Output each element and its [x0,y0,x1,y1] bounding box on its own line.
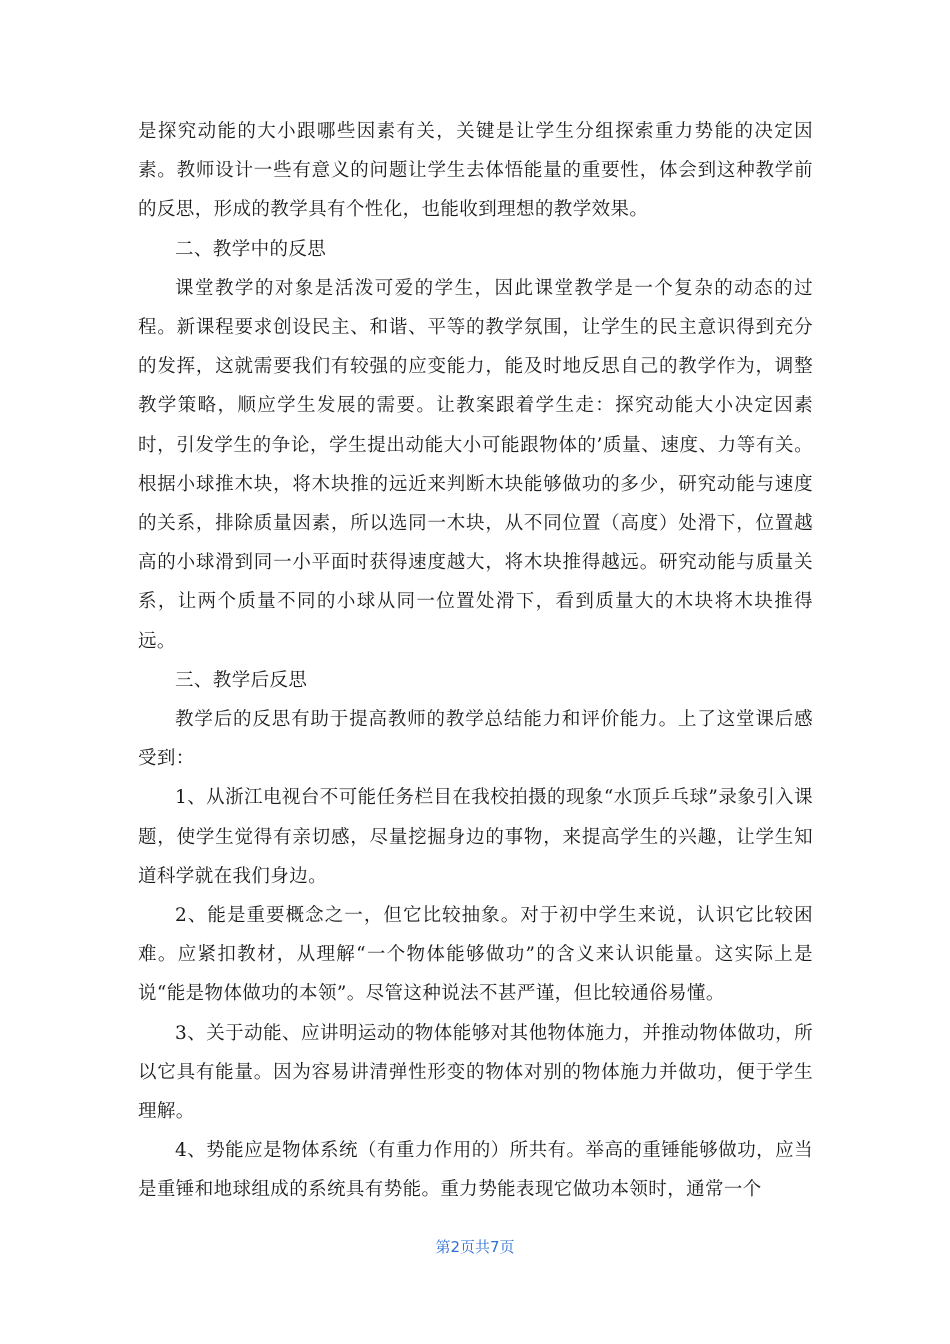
list-item-4: 4、势能应是物体系统（有重力作用的）所共有。举高的重锤能够做功，应当是重锤和地球组成的系统具有势能。重力势能表现它做功本领时，通常一个 [138,1140,813,1201]
list-item-1: 1、从浙江电视台不可能任务栏目在我校拍摄的现象“水顶乒乓球”录象引入课题，使学生觉得有亲切感，尽量挖掘身边的事物，来提高学生的兴趣，让学生知道科学就在我们身边。 [138,787,813,887]
section-heading-during-teaching: 二、教学中的反思 [175,238,327,260]
page-number-footer: 第2页共7页 [435,1238,515,1256]
list-item-3: 3、关于动能、应讲明运动的物体能够对其他物体施力，并推动物体做功，所以它具有能量。因为容易讲清弹性形变的物体对别的物体施力并做功，便于学生理解。 [138,1022,813,1123]
list-item-2: 2、能是重要概念之一，但它比较抽象。对于初中学生来说，认识它比较困难。应紧扣教材，从理解“一个物体能够做功”的含义来认识能量。这实际上是说“能是物体做功的本领”。尽管这种说法不甚严谨，但比较通俗易懂。 [138,905,813,1005]
document-body [138,112,813,1210]
paragraph-during-teaching: 课堂教学的对象是活泼可爱的学生，因此课堂教学是一个复杂的动态的过程。新课程要求创设民主、和谐、平等的教学氛围，让学生的民主意识得到充分的发挥，这就需要我们有较强的应变能力，能及时地反思自己的教学作为，调整教学策略，顺应学生发展的需要。让教案跟着学生走：探究动能大小决定因素时，引发学生的争论，学生提出动能大小可能跟物体的’质量、速度、力等有关。根据小球推木块，将木块推的远近来判断木块能够做功的多少，研究动能与速度的关系，排除质量因素，所以选同一木块，从不同位置（高度）处滑下，位置越高的小球滑到同一小平面时获得速度越大，将木块推得越远。研究动能与质量关系，让两个质量不同的小球从同一位置处滑下，看到质量大的木块将木块推得远。 [138,277,813,652]
section-heading-after-teaching: 三、教学后反思 [175,669,308,691]
paragraph-intro-continuation: 是探究动能的大小跟哪些因素有关，关键是让学生分组探索重力势能的决定因素。教师设计一些有意义的问题让学生去体悟能量的重要性，体会到这种教学前的反思，形成的教学具有个性化，也能收到理想的教学效果。 [138,121,813,221]
paragraph-after-teaching: 教学后的反思有助于提高教师的教学总结能力和评价能力。上了这堂课后感受到： [138,709,813,770]
